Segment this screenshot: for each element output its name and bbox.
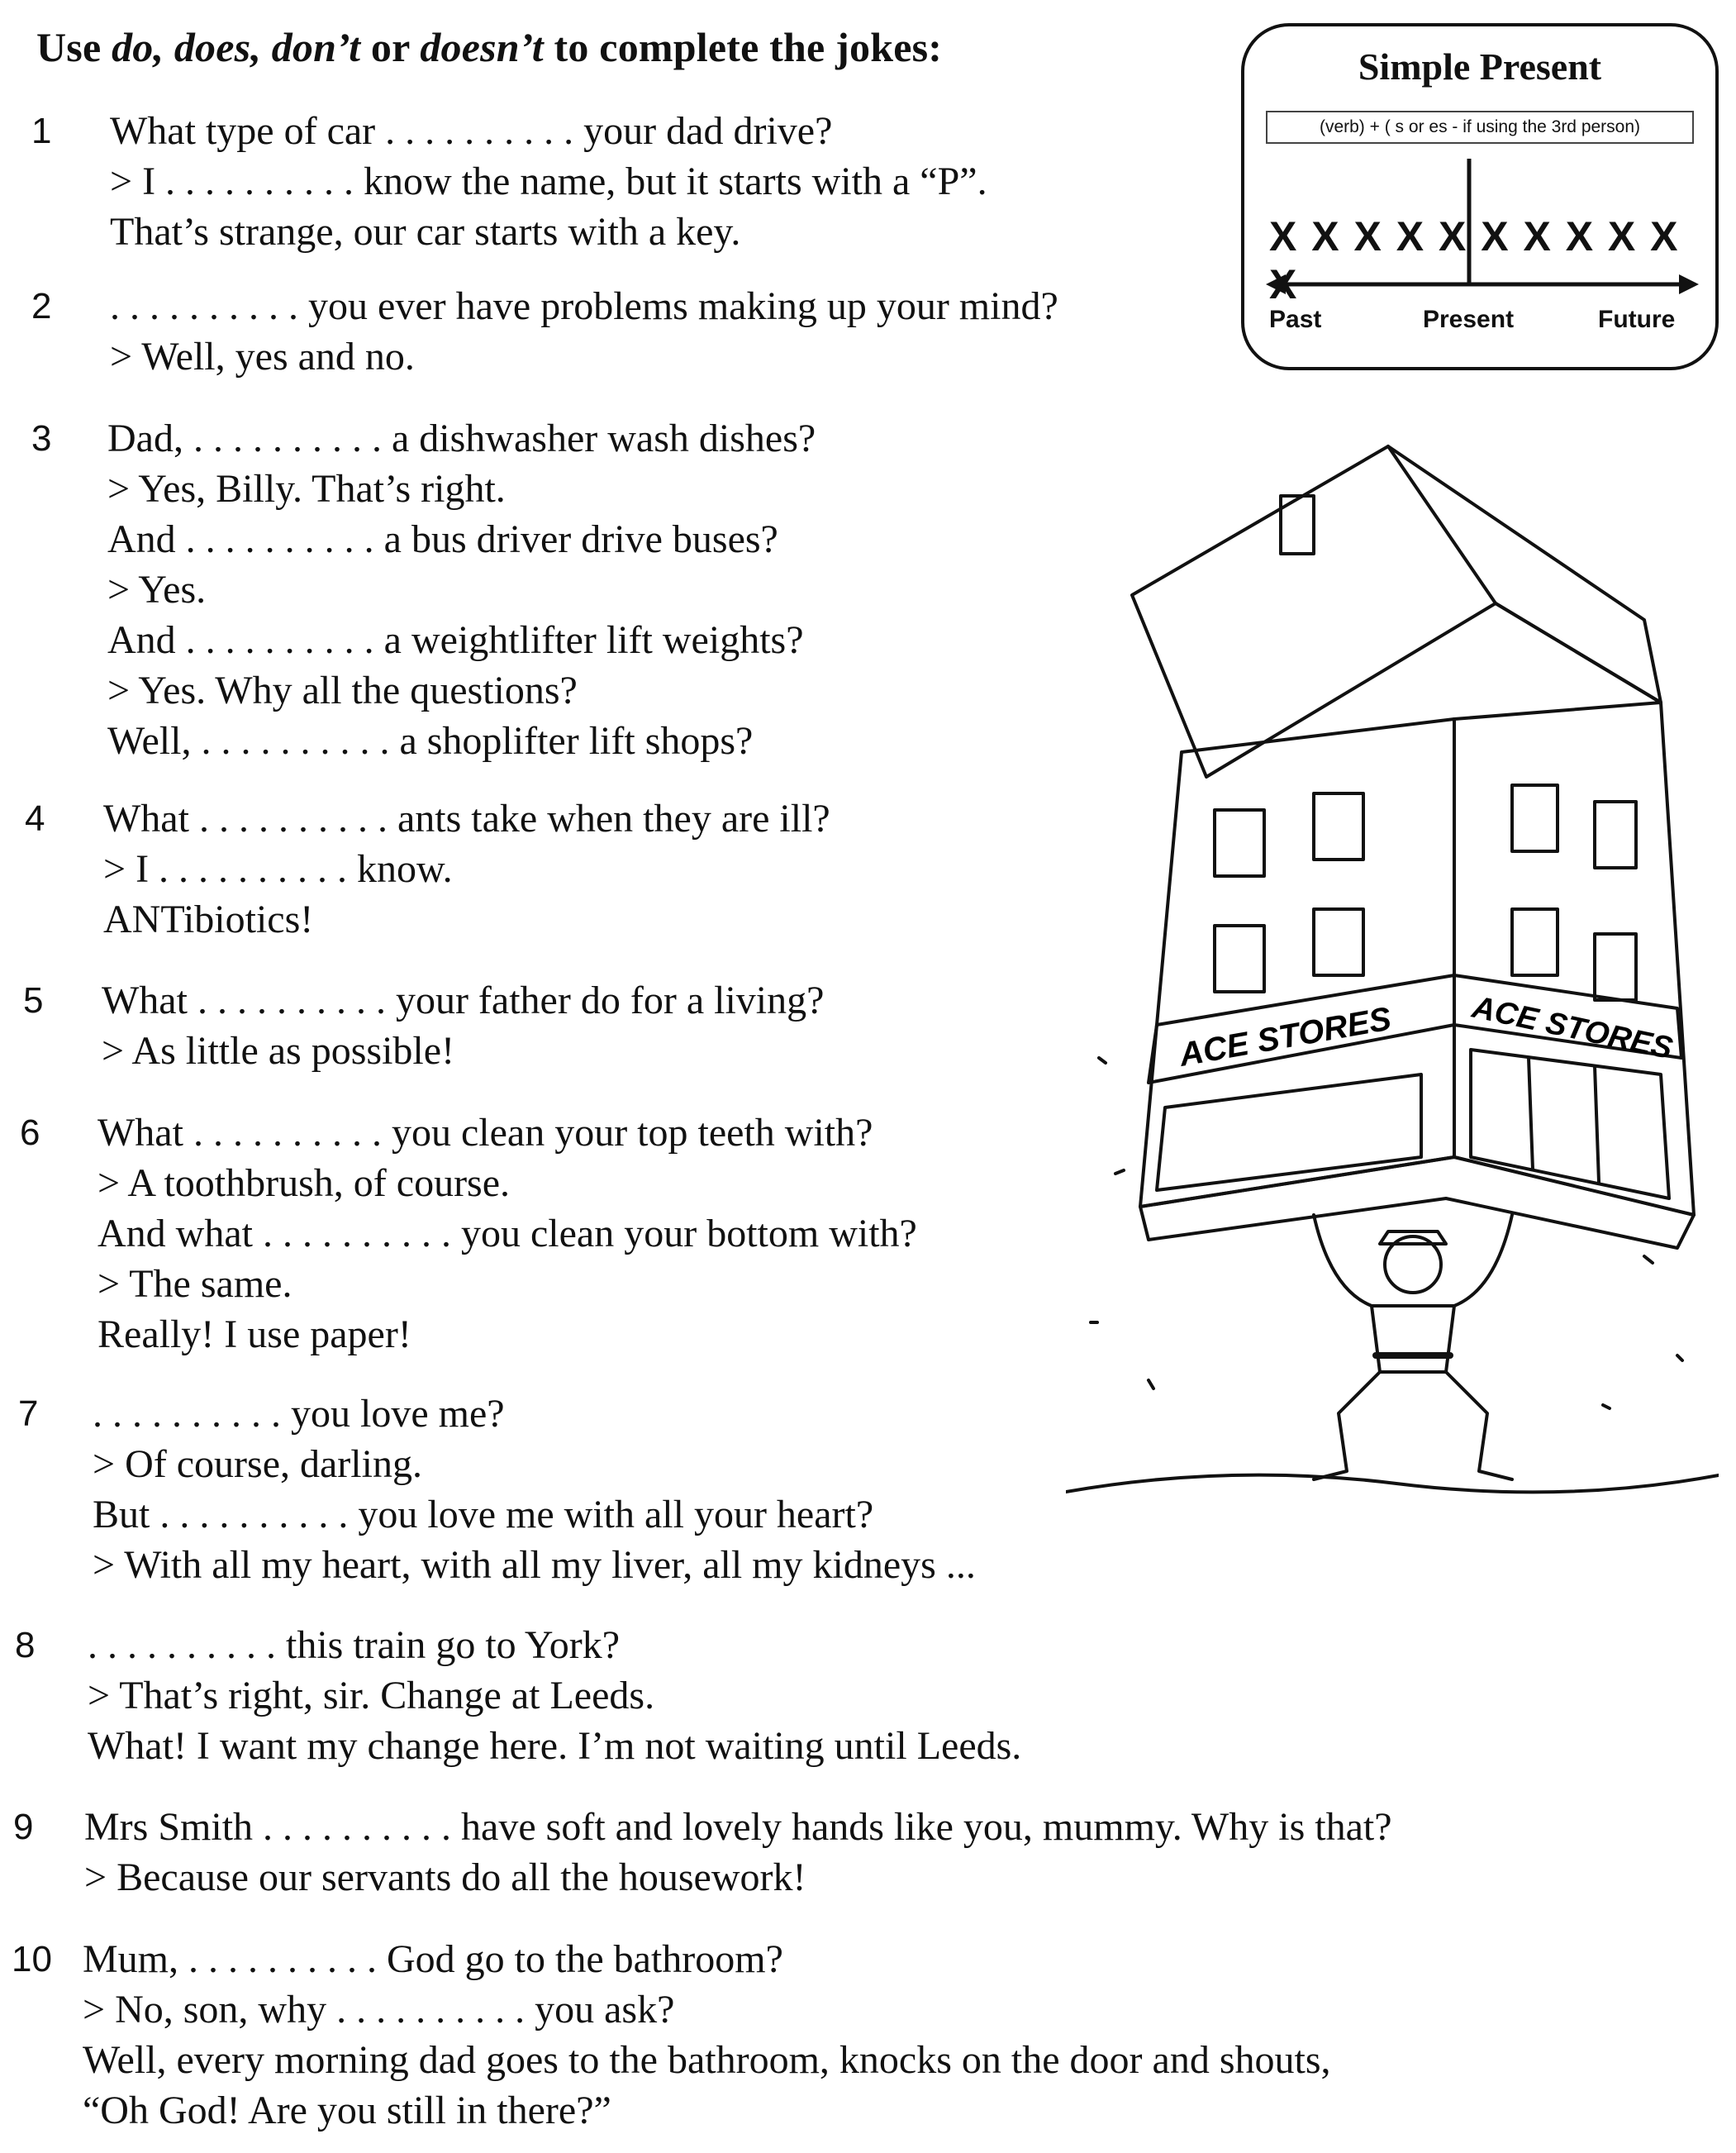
joke-line: > Yes. bbox=[107, 568, 207, 612]
joke-number: 7 bbox=[18, 1393, 39, 1434]
joke-number: 4 bbox=[25, 798, 45, 839]
joke-line: Well, . . . . . . . . . . a shoplifter lift shops? bbox=[107, 719, 754, 763]
joke-line: What . . . . . . . . . . you clean your top teeth with? bbox=[98, 1111, 873, 1155]
joke-line: > That’s right, sir. Change at Leeds. bbox=[88, 1674, 655, 1717]
joke-line: Mrs Smith . . . . . . . . . . have soft and lovely hands like you, mummy. Why is that? bbox=[84, 1805, 1392, 1849]
joke-lines bbox=[93, 1388, 976, 1590]
timeline-label-present: Present bbox=[1423, 306, 1515, 333]
joke-line: Dad, . . . . . . . . . . a dishwasher wash dishes? bbox=[107, 417, 816, 460]
joke-line: > Of course, darling. bbox=[93, 1442, 422, 1486]
timeline-label-past: Past bbox=[1269, 306, 1322, 333]
joke-line: . . . . . . . . . . this train go to York? bbox=[88, 1623, 621, 1667]
joke-lines bbox=[110, 106, 987, 257]
instructions-word-do: do, does, don’t bbox=[112, 24, 361, 70]
weightlifter-house-illustration bbox=[1066, 430, 1719, 1504]
joke-line: > I . . . . . . . . . . know the name, but it starts with a “P”. bbox=[110, 160, 987, 203]
joke-number: 5 bbox=[23, 980, 44, 1021]
joke-line: What! I want my change here. I’m not waiting until Leeds. bbox=[88, 1724, 1022, 1768]
joke-lines bbox=[102, 975, 824, 1076]
joke-line: ANTibiotics! bbox=[103, 898, 314, 941]
house-facade-right bbox=[1454, 703, 1694, 1215]
simple-present-rule: (verb) + ( s or es - if using the 3rd person) bbox=[1266, 111, 1694, 144]
joke-lines bbox=[107, 413, 816, 766]
instructions-heading bbox=[36, 23, 942, 71]
ground-line bbox=[1066, 1475, 1719, 1493]
joke-line: > Because our servants do all the housework! bbox=[84, 1855, 806, 1899]
joke-number: 2 bbox=[31, 286, 52, 326]
joke-number: 8 bbox=[15, 1625, 36, 1665]
instructions-mid: or bbox=[360, 24, 421, 70]
joke-number: 6 bbox=[20, 1112, 40, 1153]
joke-line: Mum, . . . . . . . . . . God go to the bathroom? bbox=[83, 1937, 783, 1981]
joke-line: That’s strange, our car starts with a key. bbox=[110, 210, 741, 254]
timeline-x-marks: X X X X X X X X X X X bbox=[1269, 213, 1680, 307]
joke-line: But . . . . . . . . . . you love me with all your heart? bbox=[93, 1493, 874, 1536]
joke-line: And . . . . . . . . . . a weightlifter lift weights? bbox=[107, 618, 804, 662]
joke-line: And what . . . . . . . . . . you clean your bottom with? bbox=[98, 1212, 917, 1255]
joke-line: > I . . . . . . . . . . know. bbox=[103, 847, 453, 891]
joke-line: Well, every morning dad goes to the bathroom, knocks on the door and shouts, bbox=[83, 2038, 1331, 2082]
joke-number: 1 bbox=[31, 111, 52, 151]
simple-present-box bbox=[1241, 23, 1719, 370]
sign-text-right: ACE STORES bbox=[1469, 989, 1676, 1067]
joke-line: > As little as possible! bbox=[102, 1029, 455, 1073]
sign-text-left: ACE STORES bbox=[1176, 1000, 1394, 1074]
joke-line: What . . . . . . . . . . your father do for a living? bbox=[102, 979, 825, 1022]
simple-present-title: Simple Present bbox=[1358, 45, 1602, 88]
joke-line: > No, son, why . . . . . . . . . . you ask? bbox=[83, 1988, 675, 2032]
joke-line: Really! I use paper! bbox=[98, 1312, 411, 1356]
instructions-suffix: to complete the jokes: bbox=[543, 24, 943, 70]
joke-number: 10 bbox=[12, 1939, 52, 1979]
joke-number: 9 bbox=[13, 1807, 34, 1847]
joke-lines bbox=[83, 1934, 1331, 2136]
joke-line: What . . . . . . . . . . ants take when they are ill? bbox=[103, 797, 830, 841]
joke-line: > Yes. Why all the questions? bbox=[107, 669, 578, 712]
joke-line: > With all my heart, with all my liver, all my kidneys ... bbox=[93, 1543, 976, 1587]
house-facade-left bbox=[1140, 719, 1454, 1207]
joke-lines bbox=[103, 793, 830, 945]
joke-line: What type of car . . . . . . . . . . your dad drive? bbox=[110, 109, 833, 153]
joke-number: 3 bbox=[31, 418, 52, 459]
joke-line: > A toothbrush, of course. bbox=[98, 1161, 511, 1205]
joke-line: “Oh God! Are you still in there?” bbox=[83, 2089, 611, 2132]
instructions-word-doesnt: doesn’t bbox=[420, 24, 544, 70]
joke-line: > Yes, Billy. That’s right. bbox=[107, 467, 506, 511]
house-roof-right bbox=[1388, 446, 1661, 703]
joke-lines bbox=[110, 281, 1058, 382]
timeline-label-future: Future bbox=[1598, 306, 1676, 333]
instructions-prefix: Use bbox=[36, 24, 112, 70]
joke-line: > The same. bbox=[98, 1262, 293, 1306]
joke-lines bbox=[98, 1107, 917, 1360]
joke-lines bbox=[84, 1802, 1392, 1903]
joke-lines bbox=[88, 1620, 1021, 1771]
joke-line: > Well, yes and no. bbox=[110, 335, 415, 379]
joke-line: . . . . . . . . . . you ever have problems making up your mind? bbox=[110, 284, 1058, 328]
joke-line: And . . . . . . . . . . a bus driver drive buses? bbox=[107, 517, 778, 561]
joke-line: . . . . . . . . . . you love me? bbox=[93, 1392, 505, 1436]
